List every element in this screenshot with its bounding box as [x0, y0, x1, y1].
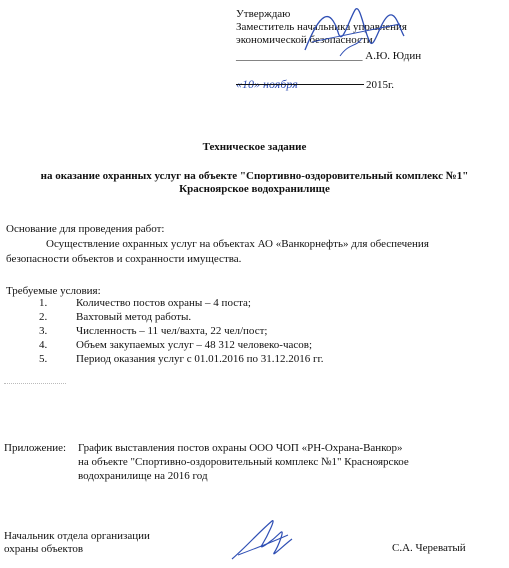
approval-signer: _______________________ А.Ю. Юдин [236, 50, 422, 62]
document-title: Техническое задание [202, 141, 307, 153]
document-subtitle-line2: Красноярское водохранилище [179, 183, 330, 195]
attachment-line2: на объекте "Спортивно-оздоровительный комплекс №1" Красноярское [78, 456, 409, 468]
footer-signer-name: С.А. Череватый [392, 542, 466, 554]
attachment-label: Приложение: [4, 442, 67, 454]
list-item-number: 4. [39, 339, 48, 351]
footer-signature [228, 515, 298, 565]
requirements-label: Требуемые условия: [6, 285, 101, 297]
footer-position-line2: охраны объектов [4, 543, 84, 555]
basis-label: Основание для проведения работ: [6, 223, 165, 235]
date-underline [236, 84, 364, 85]
document-subtitle-line1: на оказание охранных услуг на объекте "Спортивно-оздоровительный комплекс №1" [40, 170, 469, 182]
divider [4, 383, 66, 384]
approval-signature [300, 2, 410, 60]
basis-text-line1: Осуществление охранных услуг на объектах АО «Ванкорнефть» для обеспечения [46, 238, 429, 250]
list-item-number: 2. [39, 311, 48, 323]
list-item: Вахтовый метод работы. [76, 311, 192, 323]
list-item-number: 3. [39, 325, 48, 337]
list-item-number: 1. [39, 297, 48, 309]
list-item: Численность – 11 чел/вахта, 22 чел/пост; [76, 325, 268, 337]
approval-date-year: 2015г. [366, 79, 395, 91]
list-item-number: 5. [39, 353, 48, 365]
list-item: Количество постов охраны – 4 поста; [76, 297, 251, 309]
list-item: Период оказания услуг с 01.01.2016 по 31.12.2016 гг. [76, 353, 324, 365]
approval-heading: Утверждаю [236, 8, 291, 20]
list-item: Объем закупаемых услуг – 48 312 человеко-часов; [76, 339, 313, 351]
approval-position-line2: экономической безопасности [236, 34, 373, 46]
approval-position-line1: Заместитель начальника управления [236, 21, 407, 33]
basis-text-line2: безопасности объектов и сохранности имущества. [6, 253, 242, 265]
footer-position-line1: Начальник отдела организации [4, 530, 150, 542]
approval-date-handwritten: «10» ноября [236, 77, 298, 91]
attachment-line1: График выставления постов охраны ООО ЧОП «РН-Охрана-Ванкор» [78, 442, 403, 454]
attachment-line3: водохранилище на 2016 год [78, 470, 208, 482]
